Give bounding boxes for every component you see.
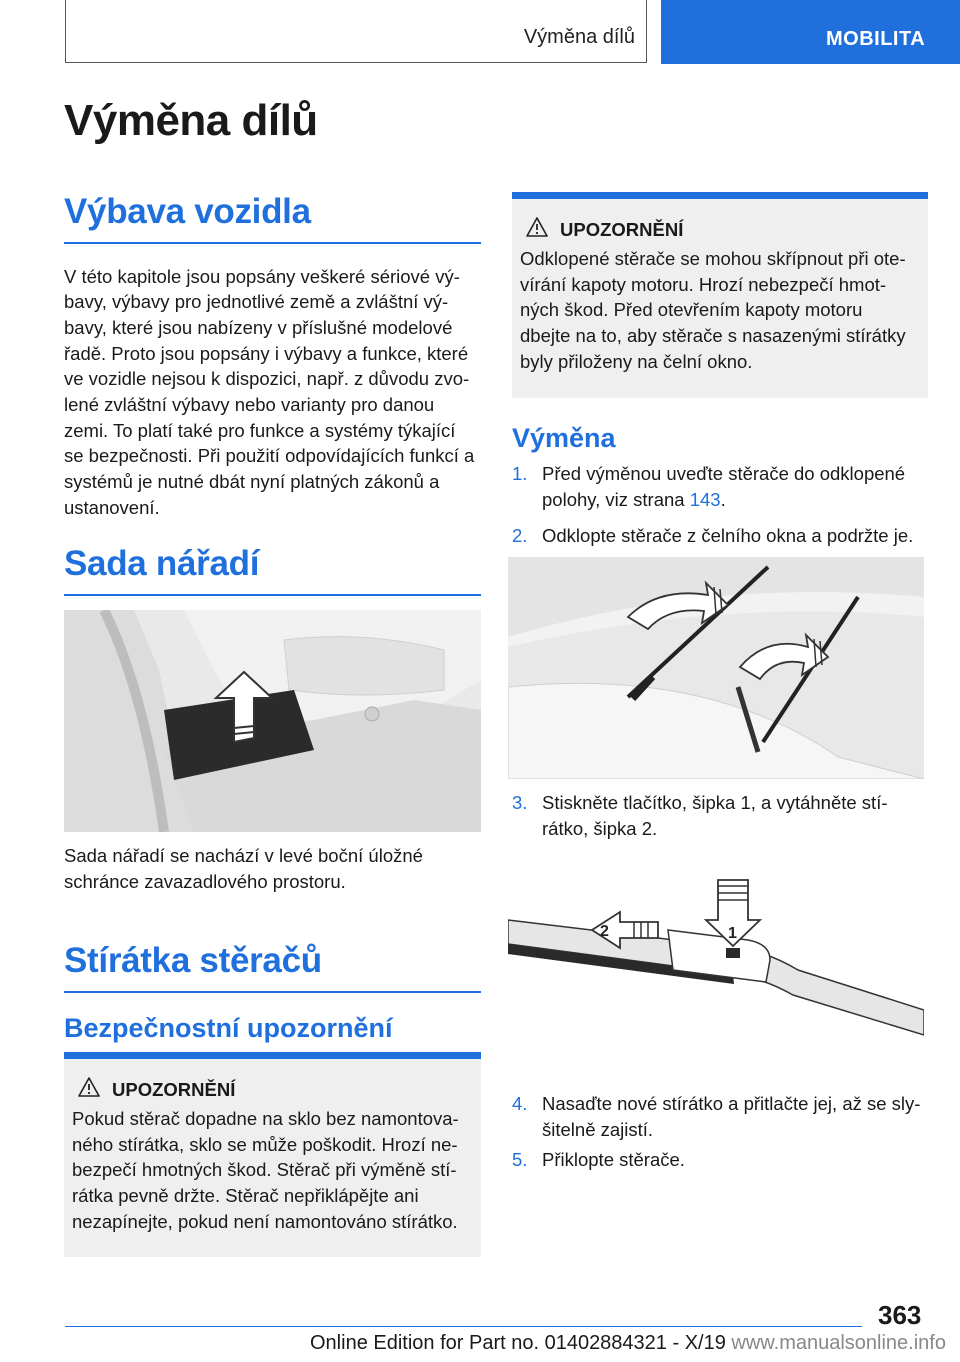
wiper-blade-release-illustration [508, 860, 924, 1060]
text-line: ných škod. Před otevřením kapoty motoru [520, 299, 863, 321]
text-line: se bezpečnosti. Při použití odpovídajících funkcí a [64, 445, 475, 467]
text-line: Sada nářadí se nachází v levé boční úložné [64, 845, 423, 866]
warning-triangle-icon [78, 1077, 100, 1097]
step-text: Přiklopte stěrače. [542, 1149, 685, 1170]
heading-safety-notes: Bezpečnostní upozornění [64, 1013, 393, 1043]
warning-bar [64, 1052, 481, 1059]
tool-kit-caption [64, 843, 481, 894]
arrow-1-label: 1 [728, 925, 737, 942]
text-line: ve vozidle nejsou k dispozici, např. z důvodu zvo‐ [64, 368, 470, 390]
text-line: šitelně zajistí. [542, 1118, 654, 1140]
footer-rule [65, 1326, 862, 1327]
vehicle-equipment-text [64, 264, 481, 521]
step-4 [512, 1091, 932, 1143]
windshield-wipers-illustration [508, 557, 924, 779]
step-number: 3. [512, 792, 528, 813]
step-number: 4. [512, 1093, 528, 1114]
heading-replace: Výměna [512, 423, 616, 453]
heading-safety-notes-wrap [64, 1013, 393, 1044]
text-line: bavy, výbavy pro jednotlivé země a zvláštní vý‐ [64, 291, 449, 313]
page-link[interactable]: 143 [689, 488, 721, 510]
text-line: schránce zavazadlového prostoru. [64, 870, 346, 892]
text-line [542, 487, 932, 513]
text-line: rátka pevně držte. Stěrač nepřiklápějte ani [72, 1185, 419, 1207]
heading-tool-kit: Sada nářadí [64, 544, 260, 583]
step-number: 5. [512, 1149, 528, 1170]
text-line: zemi. To platí také pro funkce a systémy týkající [64, 419, 456, 441]
text-line: bavy, které jsou nabízeny v příslušné modelové [64, 316, 453, 338]
page-number: 363 [878, 1300, 922, 1330]
step-number: 1. [512, 463, 528, 484]
edition-text: Online Edition for Part no. 01402884321 - X/19 [310, 1332, 726, 1354]
text-line: Stiskněte tlačítko, šipka 1, a vytáhněte stí‐ [542, 792, 888, 813]
text-line: systémů je nutné dbát nyní platných zákonů a [64, 471, 440, 493]
warning-text [512, 243, 928, 375]
text-line: bezpečí hmotných škod. Stěrač při výměně stí‐ [72, 1159, 457, 1181]
text-line: Pokud stěrač dopadne na sklo bez namontova‐ [72, 1108, 459, 1129]
step-number: 2. [512, 525, 528, 546]
step-1 [512, 461, 932, 513]
heading-vehicle-equipment: Výbava vozidla [64, 192, 311, 231]
text-line: nezapínejte, pokud není namontováno stírátko. [72, 1210, 458, 1232]
footer-edition [310, 1332, 946, 1355]
page-title: Výměna dílů [64, 96, 318, 145]
warning-box-right [512, 192, 928, 398]
header-chapter-badge [661, 0, 960, 64]
header-section-title: Výměna dílů [523, 26, 635, 48]
text-line: ustanovení. [64, 496, 160, 518]
warning-bar [512, 192, 928, 199]
heading-rule [64, 991, 481, 993]
warning-title: UPOZORNĚNÍ [560, 219, 684, 240]
text-line: lené zvláštní výbavy nebo varianty pro danou [64, 394, 435, 416]
text-fragment: polohy, viz strana [542, 488, 690, 510]
step-text [542, 1091, 932, 1142]
header-chapter-label: MOBILITA [826, 28, 926, 50]
arrow-2-label: 2 [600, 923, 609, 940]
warning-triangle-icon [526, 217, 548, 237]
heading-rule [64, 242, 481, 244]
text-line: Odklopené stěrače se mohou skřípnout při ote‐ [520, 248, 906, 269]
text-line: dbejte na to, aby stěrače s nasazenými stírátky [520, 325, 906, 347]
step-text [542, 461, 932, 512]
heading-replace-wrap [512, 423, 616, 454]
text-line: řadě. Proto jsou popsány i výbavy a funkce, které [64, 342, 469, 364]
tool-kit-illustration [64, 610, 481, 832]
step-3 [512, 790, 932, 842]
heading-wiper-blades: Stírátka stěračů [64, 941, 322, 980]
section-wiper-blades [64, 941, 481, 993]
section-tool-kit [64, 544, 481, 596]
text-line: ného stírátka, sklo se může poškodit. Hrozí ne‐ [72, 1133, 458, 1155]
warning-box-left [64, 1052, 481, 1257]
text-line: byly přiloženy na čelní okno. [520, 350, 753, 372]
warning-title: UPOZORNĚNÍ [112, 1079, 236, 1100]
text-line: Před výměnou uveďte stěrače do odklopené [542, 463, 906, 484]
warning-text [64, 1103, 481, 1235]
heading-rule [64, 594, 481, 596]
step-text [542, 790, 932, 841]
section-vehicle-equipment [64, 192, 481, 521]
text-line: V této kapitole jsou popsány veškeré sériové vý‐ [64, 265, 460, 287]
text-line: vírání kapoty motoru. Hrozí nebezpečí hmot‐ [520, 273, 887, 295]
text-line: rátko, šipka 2. [542, 817, 658, 839]
text-fragment: . [720, 488, 726, 510]
step-2 [512, 523, 932, 549]
text-line: Nasaďte nové stírátko a přitlačte jej, až se sly‐ [542, 1093, 921, 1114]
step-text: Odklopte stěrače z čelního okna a podržte je. [542, 525, 914, 546]
step-5 [512, 1147, 932, 1173]
watermark: www.manualsonline.info [731, 1332, 946, 1354]
